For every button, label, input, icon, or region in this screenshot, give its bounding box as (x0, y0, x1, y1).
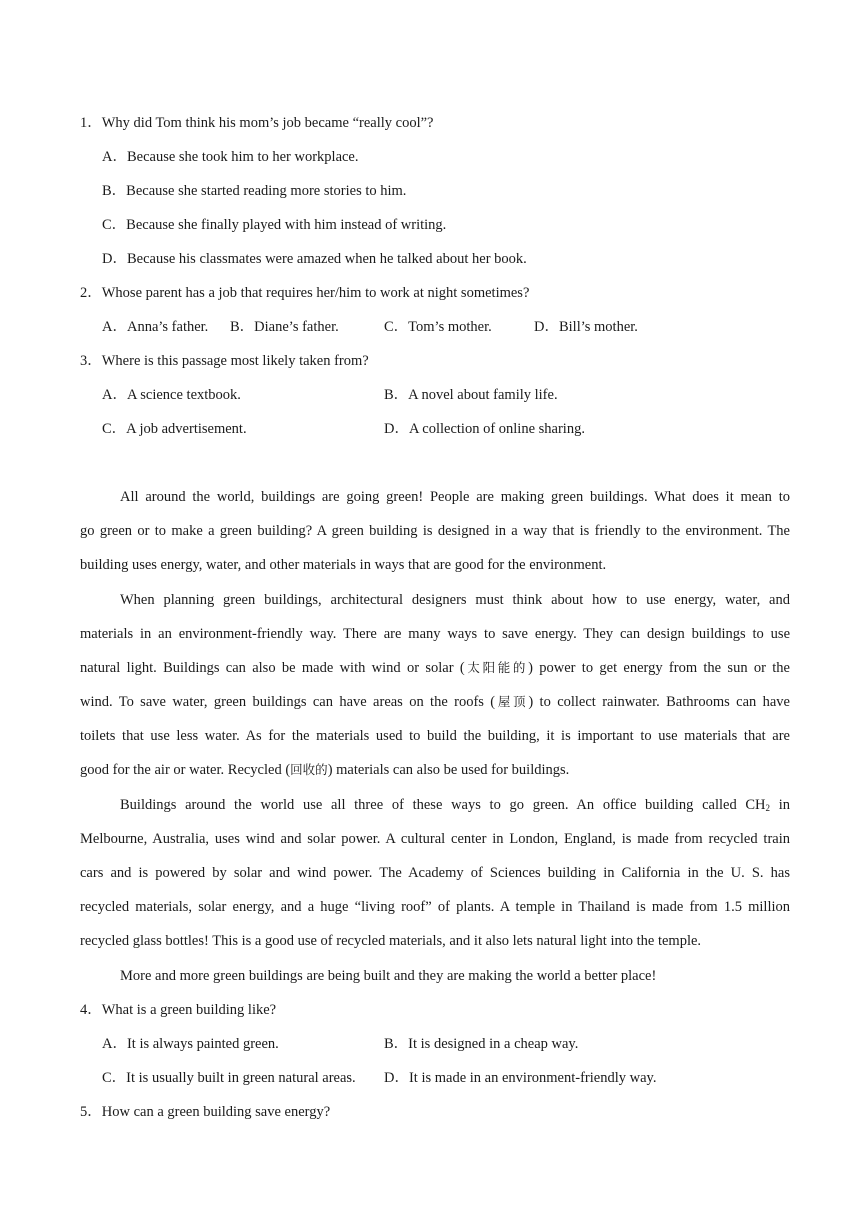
option-3b: B．A novel about family life. (384, 387, 558, 403)
option-3a: A．A science textbook. (102, 387, 241, 403)
passage-p3-line1: Buildings around the world use all three of these ways to go green. An office building called $CH_2$ in (120, 797, 790, 813)
passage-p2-line5: toilets that use less water. As for the materials used to build the building, it is important to use materials that are (80, 728, 790, 744)
question-stem: Whose parent has a job that requires her/him to work at night sometimes? (101, 285, 530, 301)
passage-p1-line3: building uses energy, water, and other materials in ways that are good for the environment. (80, 557, 607, 573)
passage-p2-line3: natural light. Buildings can also be made with wind or solar (太阳能的) power to get energy from the sun or the (80, 660, 790, 676)
option-2c: C．Tom’s mother. (384, 319, 492, 335)
option-1a: A．Because she took him to her workplace. (102, 149, 359, 165)
question-number: 3． (80, 353, 102, 369)
passage-p3-line3: cars and is powered by solar and wind power. The Academy of Sciences building in California in the U. S. has (80, 865, 790, 881)
option-2b: B．Diane’s father. (230, 319, 339, 335)
chinese-gloss: 太阳能的 (464, 660, 529, 675)
chinese-gloss: 回收的 (290, 762, 328, 777)
question-2 (80, 283, 529, 303)
option-2d: D．Bill’s mother. (534, 319, 638, 335)
chinese-gloss: 屋顶 (495, 694, 529, 709)
question-number: 5． (80, 1104, 102, 1120)
passage-p2-line6: good for the air or water. Recycled (回收的) materials can also be used for buildings. (80, 762, 570, 778)
passage-p1-line1: All around the world, buildings are going green! People are making green buildings. What does it mean to (120, 489, 790, 505)
question-4 (80, 1000, 276, 1020)
question-stem: Why did Tom think his mom’s job became “really cool”? (101, 115, 434, 131)
passage-p3-line4: recycled materials, solar energy, and a huge “living roof” of plants. A temple in Thailand is made from 1.5 million (80, 899, 790, 915)
passage-p2-line4: wind. To save water, green buildings can have areas on the roofs (屋顶) to collect rainwater. Bathrooms can have (80, 694, 790, 710)
passage-p2-line2: materials in an environment-friendly way. There are many ways to save energy. They can design buildings to use (80, 626, 790, 642)
option-2a: A．Anna’s father. (102, 319, 209, 335)
option-1c: C．Because she finally played with him instead of writing. (102, 217, 447, 233)
question-number: 1． (80, 115, 102, 131)
question-number: 4． (80, 1002, 102, 1018)
passage-p2-line1: When planning green buildings, architectural designers must think about how to use energy, water, and (120, 592, 790, 608)
question-1 (80, 113, 434, 133)
question-stem: Where is this passage most likely taken from? (101, 353, 369, 369)
question-5 (80, 1102, 330, 1122)
option-1b: B．Because she started reading more stories to him. (102, 183, 407, 199)
passage-p3-line2: Melbourne, Australia, uses wind and solar power. A cultural center in London, England, is made from recycled train (80, 831, 790, 847)
option-4c: C．It is usually built in green natural areas. (102, 1070, 356, 1086)
subscript: 2 (765, 803, 771, 813)
option-4a: A．It is always painted green. (102, 1036, 279, 1052)
option-3d: D．A collection of online sharing. (384, 421, 585, 437)
question-stem: How can a green building save energy? (101, 1104, 331, 1120)
option-1d: D．Because his classmates were amazed when he talked about her book. (102, 251, 527, 267)
passage-p4: More and more green buildings are being built and they are making the world a better place! (120, 968, 657, 984)
option-4b: B．It is designed in a cheap way. (384, 1036, 579, 1052)
option-4d: D．It is made in an environment-friendly way. (384, 1070, 657, 1086)
question-stem: What is a green building like? (101, 1002, 277, 1018)
question-3 (80, 351, 369, 371)
passage-p3-line5: recycled glass bottles! This is a good use of recycled materials, and it also lets natural light into the temple. (80, 933, 702, 949)
question-number: 2． (80, 285, 102, 301)
option-3c: C．A job advertisement. (102, 421, 247, 437)
passage-p1-line2: go green or to make a green building? A green building is designed in a way that is friendly to the environment. The (80, 523, 790, 539)
